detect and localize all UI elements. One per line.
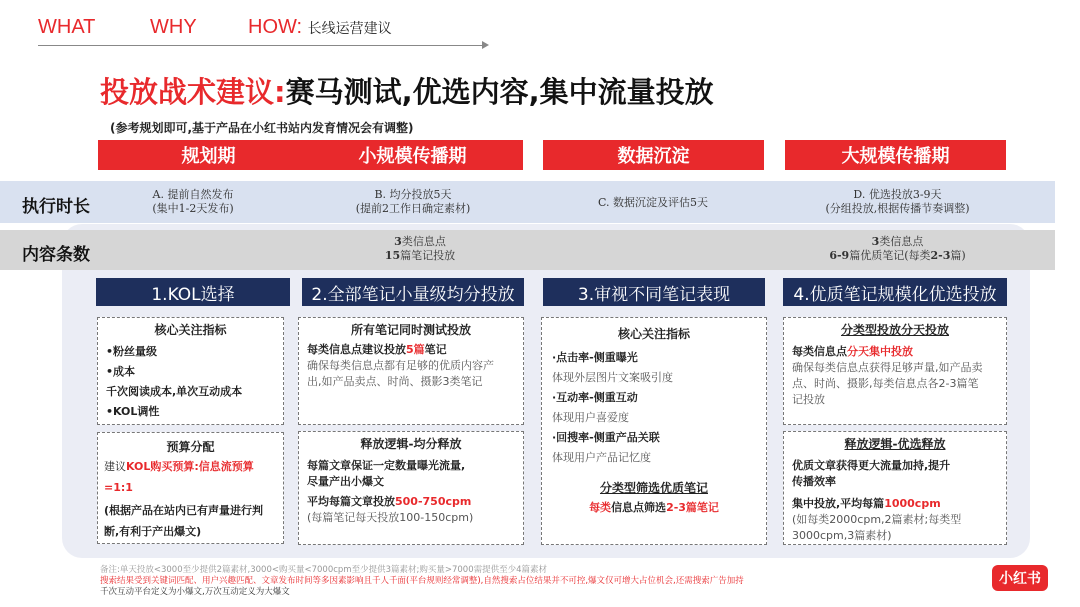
- card-budget-title: 预算分配: [166, 440, 215, 454]
- exec-cell-d: [790, 188, 1005, 216]
- exec-cell-b-line2: (提前2工作日确定素材): [355, 202, 471, 215]
- opt-line5: 3000cpm,3篇素材): [792, 529, 892, 542]
- exec-cell-c-line1: C. 数据沉淀及评估5天: [597, 196, 708, 209]
- footer-note-3: 千次互动平台定义为小爆文,万次互动定义为大爆文: [100, 587, 290, 597]
- even-line3-highlight: 500-750cpm: [395, 495, 472, 508]
- even-line2: 尽量产出小爆文: [307, 475, 384, 488]
- card-test-delivery: [298, 317, 524, 425]
- kol-metric-item: •成本: [106, 365, 136, 378]
- review-item: ·点击率-侧重曝光: [552, 351, 638, 364]
- title-black: 赛马测试,优选内容,集中流量投放: [285, 75, 714, 109]
- card-review-metrics: [541, 317, 767, 545]
- sched-line1-highlight: 分天集中投放: [847, 345, 913, 358]
- review-item: ·回搜率-侧重产品关联: [552, 431, 660, 444]
- step-kol: 1.KOL选择: [96, 278, 290, 306]
- arrow-right-icon: [482, 41, 489, 49]
- budget-line1-prefix: 建议: [104, 460, 126, 473]
- xiaohongshu-logo: 小红书: [992, 565, 1048, 591]
- budget-ratio-value: =1:1: [104, 481, 133, 494]
- budget-note-line1: (根据产品在站内已有声量进行判: [104, 504, 264, 517]
- kol-metric-item: 千次阅读成本,单次互动成本: [106, 385, 243, 398]
- review-item: ·互动率-侧重互动: [552, 391, 638, 404]
- test-line1-c: 笔记: [424, 343, 447, 356]
- card-test-delivery-title: 所有笔记同时测试投放: [350, 323, 471, 337]
- review-sub-c: 2-3篇笔记: [666, 501, 719, 514]
- phase-data: 数据沉淀: [543, 140, 764, 170]
- step-scale-delivery: 4.优质笔记规模化优选投放: [783, 278, 1007, 306]
- content-right-t2: 篇优质笔记(每类: [849, 249, 931, 262]
- budget-note-line2: 断,有利于产出爆文): [104, 525, 202, 538]
- content-cell-left: [330, 235, 510, 263]
- title-red: 投放战术建议:: [100, 75, 286, 109]
- nav-how-subtitle: 长线运营建议: [307, 20, 392, 36]
- review-sub-title: 分类型筛选优质笔记: [599, 481, 708, 495]
- exec-cell-d-line2: (分组投放,根据传播节奏调整): [825, 202, 970, 215]
- step-even-delivery: 2.全部笔记小量级均分投放: [302, 278, 524, 306]
- content-right-n1: 3: [871, 235, 880, 248]
- footer-note-2: 搜索结果受到关键词匹配、用户兴趣匹配、文章发布时间等多因素影响且千人千面(平台规则经常调整),自然搜索占位结果并不可控,爆文仅可增大占位机会,还需搜索广告加持: [100, 576, 744, 586]
- content-left-t1: 类信息点: [401, 235, 446, 248]
- exec-cell-a: [108, 188, 278, 216]
- sched-line3: 点、时尚、摄影,每类信息点各2-3篇笔: [792, 377, 979, 390]
- card-optimal-release: [783, 431, 1007, 545]
- even-line3-a: 平均每篇文章投放: [307, 495, 395, 508]
- sched-line1-a: 每类信息点: [792, 345, 847, 358]
- card-kol-metrics-title: 核心关注指标: [154, 323, 227, 337]
- test-line1-highlight: 5篇: [406, 343, 425, 356]
- sched-line2: 确保每类信息点获得足够声量,如产品卖: [792, 361, 983, 374]
- opt-line4: (如每类2000cpm,2篇素材;每类型: [792, 513, 962, 526]
- page-note: (参考规划即可,基于产品在小红书站内发育情况会有调整): [110, 121, 414, 135]
- review-sub-a: 每类: [589, 501, 612, 514]
- content-cell-right: [790, 235, 1005, 263]
- test-line2: 确保每类信息点都有足够的优质内容产: [307, 359, 494, 372]
- nav-how[interactable]: [248, 16, 392, 39]
- budget-ratio-label: KOL购买预算:信息流预算: [126, 460, 254, 473]
- card-kol-metrics: [97, 317, 284, 425]
- exec-cell-a-line1: A. 提前自然发布: [152, 188, 234, 201]
- opt-line2: 传播效率: [792, 475, 836, 488]
- nav-divider: [38, 45, 484, 46]
- even-line4: (每篇笔记每天投放100-150cpm): [307, 511, 474, 524]
- nav-why[interactable]: WHY: [150, 16, 197, 38]
- phase-small-scale: 小规模传播期: [302, 140, 523, 170]
- sched-line4: 记投放: [792, 393, 825, 406]
- opt-line3-highlight: 1000cpm: [884, 497, 941, 510]
- row-execution-label: 执行时长: [22, 197, 90, 217]
- content-right-t3: 篇): [950, 249, 966, 262]
- card-scheduled-title: 分类型投放分天投放: [840, 323, 949, 337]
- phase-planning: 规划期: [98, 140, 319, 170]
- step-review: 3.审视不同笔记表现: [543, 278, 765, 306]
- card-scheduled-delivery: [783, 317, 1007, 425]
- content-right-t1: 类信息点: [879, 235, 924, 248]
- content-left-n1: 3: [394, 235, 402, 248]
- exec-cell-b-line1: B. 均分投放5天: [374, 188, 452, 201]
- content-left-t2: 篇笔记投放: [400, 249, 456, 262]
- review-item: 体现外层图片文案吸引度: [552, 371, 673, 384]
- exec-cell-a-line2: (集中1-2天发布): [152, 202, 234, 215]
- content-left-n2: 15: [384, 249, 401, 262]
- phase-large-scale: 大规模传播期: [785, 140, 1006, 170]
- kol-metric-item: •粉丝量级: [106, 345, 158, 358]
- content-right-n2: 6-9: [829, 249, 850, 262]
- card-review-title: 核心关注指标: [617, 327, 690, 341]
- exec-cell-b: [318, 188, 508, 216]
- kol-metric-item: •KOL调性: [106, 405, 160, 418]
- test-line3: 出,如产品卖点、时尚、摄影3类笔记: [307, 375, 483, 388]
- nav-how-label: HOW:: [248, 16, 303, 38]
- even-line1: 每篇文章保证一定数量曝光流量,: [307, 459, 466, 472]
- footer-note-1: 备注:单天投放<3000至少提供2篇素材,3000<购买量<7000cpm至少提供3篇素材;购买量>7000需提供至少4篇素材: [100, 565, 548, 575]
- review-item: 体现用户产品记忆度: [552, 451, 651, 464]
- card-even-release: [298, 431, 524, 545]
- row-content-count-label: 内容条数: [22, 245, 90, 265]
- content-right-n3: 2-3: [930, 249, 951, 262]
- page-title: [100, 70, 714, 111]
- nav-what[interactable]: WHAT: [38, 16, 96, 38]
- card-budget: [97, 432, 284, 544]
- exec-cell-c: [553, 196, 753, 210]
- test-line1-a: 每类信息点建议投放: [307, 343, 406, 356]
- opt-line1: 优质文章获得更大流量加持,提升: [792, 459, 951, 472]
- card-even-release-title: 释放逻辑-均分释放: [360, 437, 462, 451]
- review-sub-b: 信息点筛选: [611, 501, 667, 514]
- review-item: 体现用户喜爱度: [552, 411, 629, 424]
- card-optimal-title: 释放逻辑-优选释放: [844, 437, 946, 451]
- opt-line3-a: 集中投放,平均每篇: [792, 497, 885, 510]
- exec-cell-d-line1: D. 优选投放3-9天: [853, 188, 942, 201]
